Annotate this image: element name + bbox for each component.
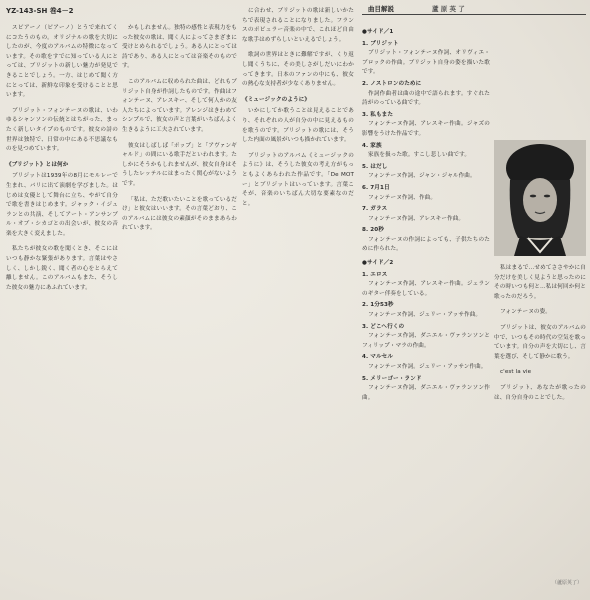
track-description: フォンテーヌ作詞、アレスキー作曲。 bbox=[368, 215, 465, 222]
paragraph: このアルバムに収められた曲は、どれもブリジット自身が作詞したものです。作曲はフォンテーヌ、アレスキー、そして何人かの友人たちによっています。アレンジはきわめてシンプルで、彼女の声と言葉がいちばんよく生きるように工夫されています。 bbox=[122, 78, 237, 133]
track-item bbox=[362, 111, 490, 140]
track-description: フォンテーヌ作詞、アレスキー作曲。ジャズの影響をうけた作品です。 bbox=[362, 121, 490, 137]
track-title: 4. マルセル bbox=[362, 354, 394, 361]
text-column-5 bbox=[494, 264, 586, 409]
track-description: 作詞作曲者は曲の途中で語られます。すぐれた詩がのっている曲です。 bbox=[362, 90, 490, 107]
track-title: 4. 家族 bbox=[362, 142, 382, 149]
track-item bbox=[362, 80, 490, 109]
section-header bbox=[362, 4, 586, 15]
track-title: 5. はだし bbox=[362, 163, 388, 170]
portrait-image bbox=[494, 140, 586, 256]
track-title: 3. 私もまた bbox=[362, 111, 394, 118]
paragraph: 歌詞の世界はときに難解ですが、くり返し聞くうちに、その美しさがしだいにわかってきます。日本のファンの中にも、彼女の熱心な支持者が少なくありません。 bbox=[242, 52, 354, 88]
section-title: 曲目解説 bbox=[368, 5, 394, 13]
track-description: 家族を扱った歌。すこし悲しい曲です。 bbox=[368, 152, 471, 159]
paragraph: 私たちが彼女の歌を聞くとき、そこにはいつも静かな緊張があります。言葉はやさしく、しかし鋭く、聞く者の心をとらえて離しません。このアルバムもまた、そうした彼女の魅力にあふれています。 bbox=[6, 246, 118, 291]
text-column-2 bbox=[122, 24, 237, 240]
subheading: 《ミュージックのように》 bbox=[242, 96, 311, 103]
side-b-tracks bbox=[362, 271, 490, 404]
paragraph: c'est la vie bbox=[500, 369, 532, 376]
paragraph: ブリジットは、彼女のアルバムの中で、いつもその時代の空気を歌っています。自分の声を大切にし、言葉を選び、そして静かに歌う。 bbox=[494, 324, 586, 360]
track-item bbox=[362, 301, 490, 320]
track-item bbox=[362, 142, 490, 161]
track-title: 3. どこへ行くの bbox=[362, 323, 405, 330]
track-item bbox=[362, 40, 490, 78]
author-name: 蘆 原 英 了 bbox=[432, 5, 465, 13]
paragraph: スピアーノ（ピアーノ）とうで来れてくにコたうのもの。オリジナルの歌を大切にしたのが、今度のアルバムの特徴になっています。その歌をすでに知っている人にとっては、ブリジットの新しい魅力が発見できることでしょう。一方、はじめて聞く方にとっては、新鮮な印象を受けることと思います。 bbox=[6, 25, 118, 99]
paragraph: ブリジットは1939年の8月にモルレーで生まれ、パリに出て演劇を学びました。はじめは女優として舞台に立ち、やがて自分で歌を書きはじめます。ジャック・イジュランとの共演、そしてアート・アンサンブル・オブ・シカゴとの出会いが、彼女の音楽を大きく変えました。 bbox=[6, 173, 118, 237]
track-item bbox=[362, 184, 490, 203]
track-title: 6. 7月1日 bbox=[362, 184, 390, 191]
track-description: フォンテーヌ作詞、ジャン・ジャル作曲。 bbox=[368, 173, 476, 180]
track-description: フォンテーヌ作詞、ジュリー・アッサ作曲。 bbox=[368, 312, 482, 319]
paragraph: ブリジット・フォンテーヌの歌は、いわゆるシャンソンの伝統とはちがった、まったく新しいタイプのものです。彼女の詩の世界は独特で、日常の中にある不思議なものを見つめています。 bbox=[6, 107, 118, 153]
track-title: 1. ブリジット bbox=[362, 40, 399, 47]
track-description: フォンテーヌ作詞、アレスキー作曲。ジェランのギター伴奏をしている。 bbox=[362, 281, 490, 297]
track-item bbox=[362, 353, 490, 372]
track-description: フォンテーヌ作詞、ダニエル・ヴァランソンとフィリップ・マラの作曲。 bbox=[362, 333, 490, 349]
track-list-column bbox=[362, 24, 490, 403]
catalog-number: YZ-143-SH 巻4－2 bbox=[6, 7, 74, 15]
paragraph: ブリジットのアルバム《ミュージックのように》は、そうした彼女の考え方がもっともよくあらわれた作品です。「De MOT ー」とブリジットはいっています。言葉こそが、音楽のいちばん大切な要素なのだと。 bbox=[242, 152, 354, 207]
track-description: フォンテーヌ作詞。ジュリー・アッサン作曲。 bbox=[368, 364, 487, 370]
paragraph: ブリジット、あなたが歌ったのは、自分自身のことでした。 bbox=[494, 384, 586, 401]
subheading: 《ブリジット》とは何か bbox=[6, 161, 69, 168]
paragraph: いかにしてか歌うことは見えることであり、それぞれの人が自分の中に見えるものを歌うのです。ブリジットの歌には、そうした内面の風景がいつも描かれています。 bbox=[242, 108, 354, 144]
track-description: フォンテーヌの作詞によっても、子供たちのために作られた。 bbox=[362, 236, 490, 253]
track-item bbox=[362, 163, 490, 182]
track-title: 5. メリーゴー・ランド bbox=[362, 375, 422, 382]
text-column-1 bbox=[6, 24, 118, 299]
author-credit: （蘆原英了） bbox=[551, 580, 582, 586]
track-title: 2. 1分53秒 bbox=[362, 302, 394, 309]
track-description: フォンテーヌ作詞、作曲。 bbox=[368, 194, 437, 201]
artist-photo bbox=[494, 140, 586, 256]
track-description: ブリジット・フォンテーヌ作詞、オリヴィエ・ブロックの作曲。ブリジット自身の姿を描いた歌です。 bbox=[362, 50, 490, 76]
side-a-label: ●サイド／1 bbox=[362, 29, 394, 35]
photo-caption: 私はまるで…せめてささやかに自分だけを美しく見ようと思ったのにその時いつも何と…私は何回か何と歌ったのだろう。 bbox=[494, 265, 586, 300]
paragraph: 彼女はしばしば「ポップ」と「アヴァンギャルド」の間にいる歌手だといわれます。たしかにそうかもしれませんが、彼女自身はそうしたレッテルにはまったく関心がないようです。 bbox=[122, 142, 237, 187]
paragraph: 「私は、ただ歌いたいことを歌っているだけ」と彼女はいいます。その言葉どおり、このアルバムには彼女の素顔がそのままあらわれています。 bbox=[122, 196, 237, 232]
track-title: 7. ガラス bbox=[362, 206, 388, 213]
track-item bbox=[362, 226, 490, 255]
paragraph: フォンテーヌの姿。 bbox=[500, 309, 551, 316]
track-item bbox=[362, 375, 490, 404]
side-a-tracks bbox=[362, 40, 490, 255]
track-item bbox=[362, 205, 490, 224]
track-title: 8. 20秒 bbox=[362, 227, 384, 234]
track-title: 1. エロス bbox=[362, 271, 388, 278]
side-b-label: ●サイド／2 bbox=[362, 260, 394, 267]
track-title: 2. ノストロンのために bbox=[362, 80, 422, 87]
track-item bbox=[362, 323, 490, 352]
track-description: フォンテーヌ作詞、ダニエル・ヴァランソン作曲。 bbox=[362, 385, 490, 401]
paragraph: かもしれません。独特の感性と表現力をもった彼女の歌は、聞く人によってさまざまに受けとめられるでしょう。ある人にとっては詩であり、ある人にとっては音楽そのものです。 bbox=[122, 25, 237, 70]
paragraph: に合わせ、ブリジットの歌は新しいかたちで表現されることになりました。フランスのポピュラー音楽の中で、これほど自由な歌手はめずらしいといえるでしょう。 bbox=[242, 8, 354, 43]
text-column-3 bbox=[242, 7, 354, 215]
track-item bbox=[362, 271, 490, 300]
